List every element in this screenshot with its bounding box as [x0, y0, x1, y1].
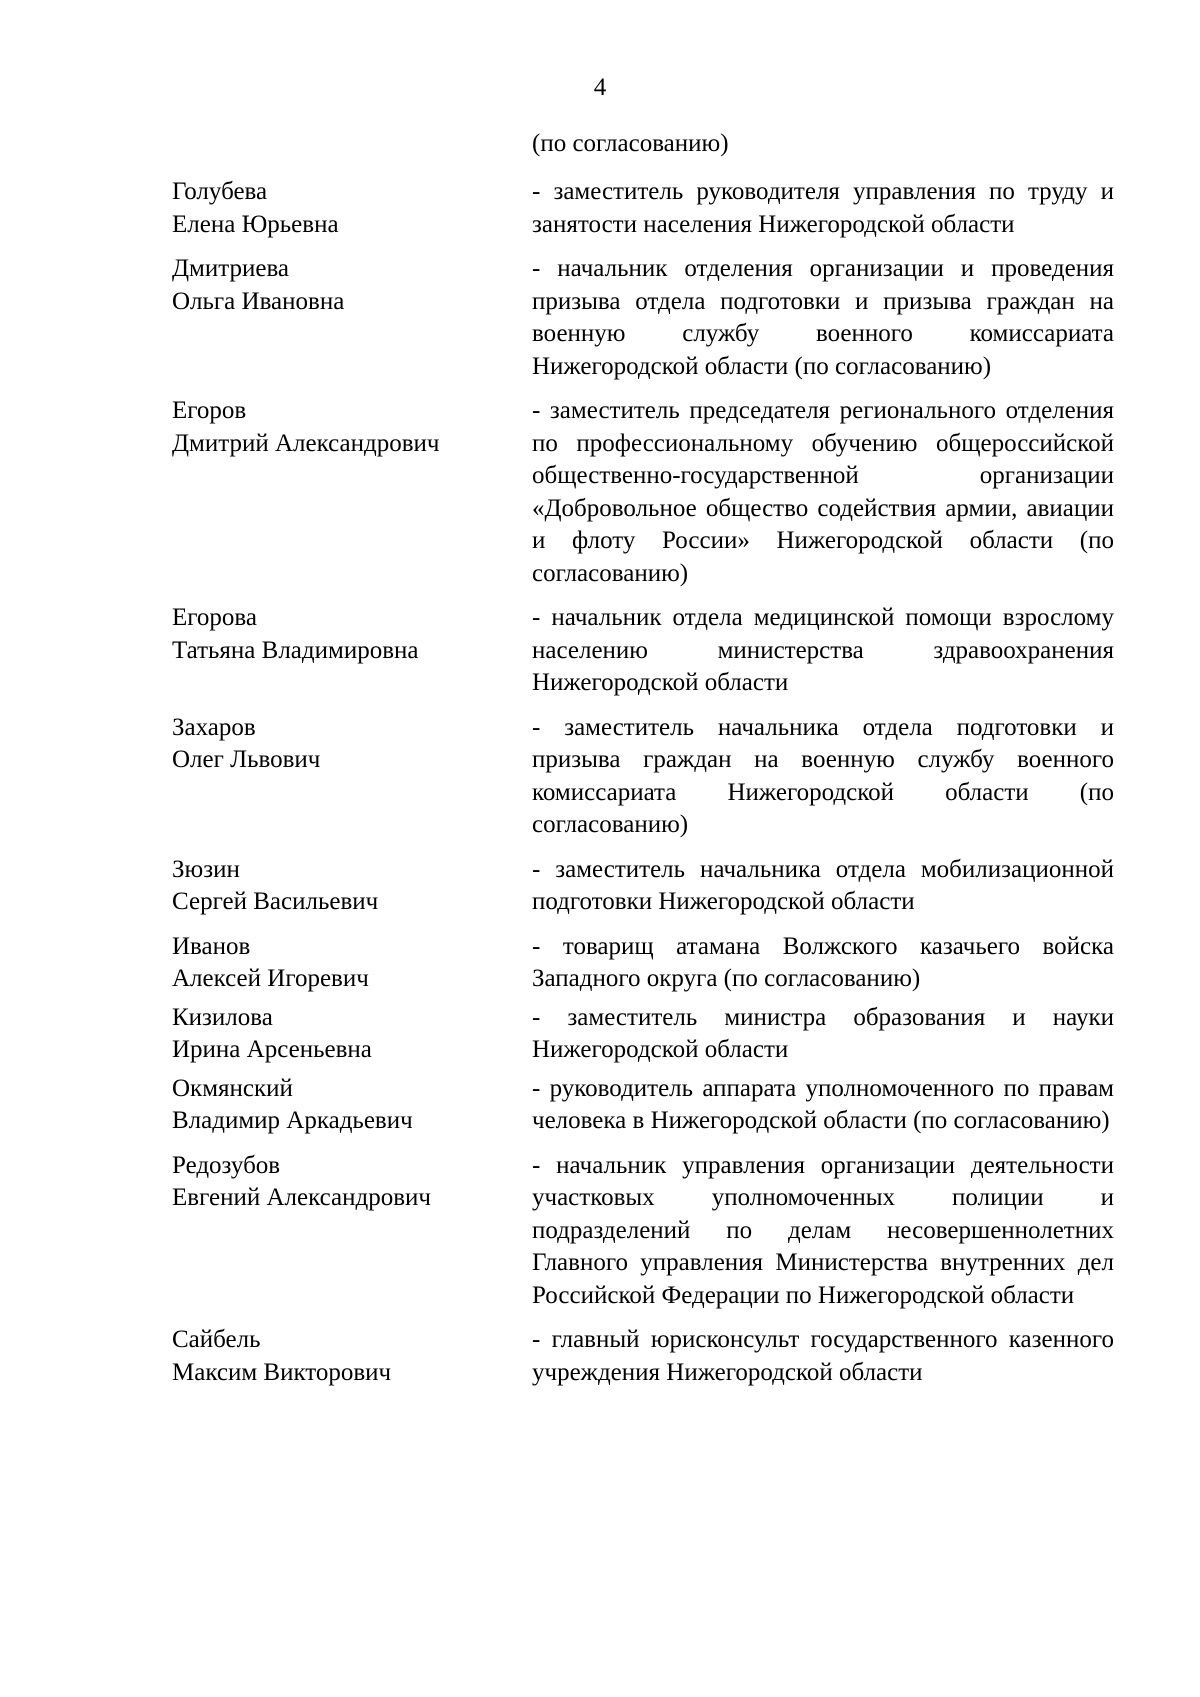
member-name: [172, 931, 532, 996]
member-name: [172, 1073, 532, 1138]
member-surname: Окмянский: [172, 1074, 293, 1102]
member-entry: [172, 1324, 1114, 1389]
member-role: - заместитель председателя регионального отделения по профессиональному обучению общероссийской общественно-государственной организации «Добровольное общество содействия армии, авиации и флоту России» Нижегородской области (по согласованию): [532, 397, 1114, 587]
member-given-names: Алексей Игоревич: [172, 965, 369, 992]
member-given-names: Владимир Аркадьевич: [172, 1107, 413, 1134]
member-name: [172, 395, 532, 460]
member-given-names: Дмитрий Александрович: [172, 429, 440, 457]
member-entry: [172, 176, 1114, 241]
member-surname: Сайбель: [172, 1326, 261, 1353]
member-entry: [172, 854, 1114, 919]
member-entry: [172, 395, 1114, 590]
member-entry: [172, 931, 1114, 996]
member-given-names: Елена Юрьевна: [172, 210, 339, 238]
member-entry: [172, 253, 1114, 383]
member-surname: Редозубов: [172, 1151, 281, 1179]
page-number: 4: [593, 74, 607, 101]
member-given-names: Максим Викторович: [172, 1358, 392, 1386]
member-given-names: Сергей Васильевич: [172, 888, 379, 915]
member-role: - товарищ атамана Волжского казачьего войска Западного округа (по согласованию): [532, 932, 1114, 992]
member-role: - руководитель аппарата уполномоченного по правам человека в Нижегородской области (по согласованию): [532, 1074, 1114, 1134]
member-entry: [172, 712, 1114, 842]
member-name: [172, 854, 532, 919]
member-surname: Иванов: [172, 932, 251, 960]
member-name: [172, 176, 532, 241]
member-name: [172, 1002, 532, 1067]
member-entry: [172, 602, 1114, 700]
member-role: - заместитель начальника отдела подготовки и призыва граждан на военную службу военного комиссариата Нижегородской области (по согласованию): [532, 713, 1114, 838]
member-surname: Кизилова: [172, 1003, 273, 1031]
members-list: [172, 176, 1114, 1389]
member-surname: Дмитриева: [172, 255, 290, 282]
continuation-text: (по согласованию): [532, 130, 729, 157]
member-role: - заместитель руководителя управления по труду и занятости населения Нижегородской области: [532, 178, 1114, 238]
member-role: - заместитель министра образования и науки Нижегородской области: [532, 1003, 1114, 1063]
member-name: [172, 253, 532, 318]
member-name: [172, 1324, 532, 1389]
member-entry: [172, 1002, 1114, 1067]
member-given-names: Татьяна Владимировна: [172, 636, 419, 664]
member-surname: Захаров: [172, 713, 256, 741]
member-role: - начальник управления организации деятельности участковых уполномоченных полиции и подразделений по делам несовершеннолетних Главного управления Министерства внутренних дел Российской Федерации по Нижегородской области: [532, 1151, 1114, 1309]
member-role: - начальник отдела медицинской помощи взрослому населению министерства здравоохранения Нижегородской области: [532, 604, 1114, 696]
member-name: [172, 712, 532, 777]
member-surname: Егорова: [172, 604, 257, 631]
member-surname: Голубева: [172, 178, 268, 205]
member-name: [172, 602, 532, 667]
member-entry: [172, 1150, 1114, 1313]
member-given-names: Ирина Арсеньевна: [172, 1036, 372, 1063]
member-given-names: Евгений Александрович: [172, 1184, 431, 1211]
member-role: - главный юрисконсульт государственного казенного учреждения Нижегородской области: [532, 1326, 1114, 1386]
member-surname: Егоров: [172, 397, 247, 424]
member-surname: Зюзин: [172, 855, 240, 883]
member-given-names: Ольга Ивановна: [172, 287, 345, 315]
member-role: - начальник отделения организации и проведения призыва отдела подготовки и призыва граждан на военную службу военного комиссариата Нижегородской области (по согласованию): [532, 255, 1114, 380]
member-given-names: Олег Львович: [172, 746, 321, 773]
member-entry: [172, 1073, 1114, 1138]
member-name: [172, 1150, 532, 1215]
member-role: - заместитель начальника отдела мобилизационной подготовки Нижегородской области: [532, 855, 1114, 915]
